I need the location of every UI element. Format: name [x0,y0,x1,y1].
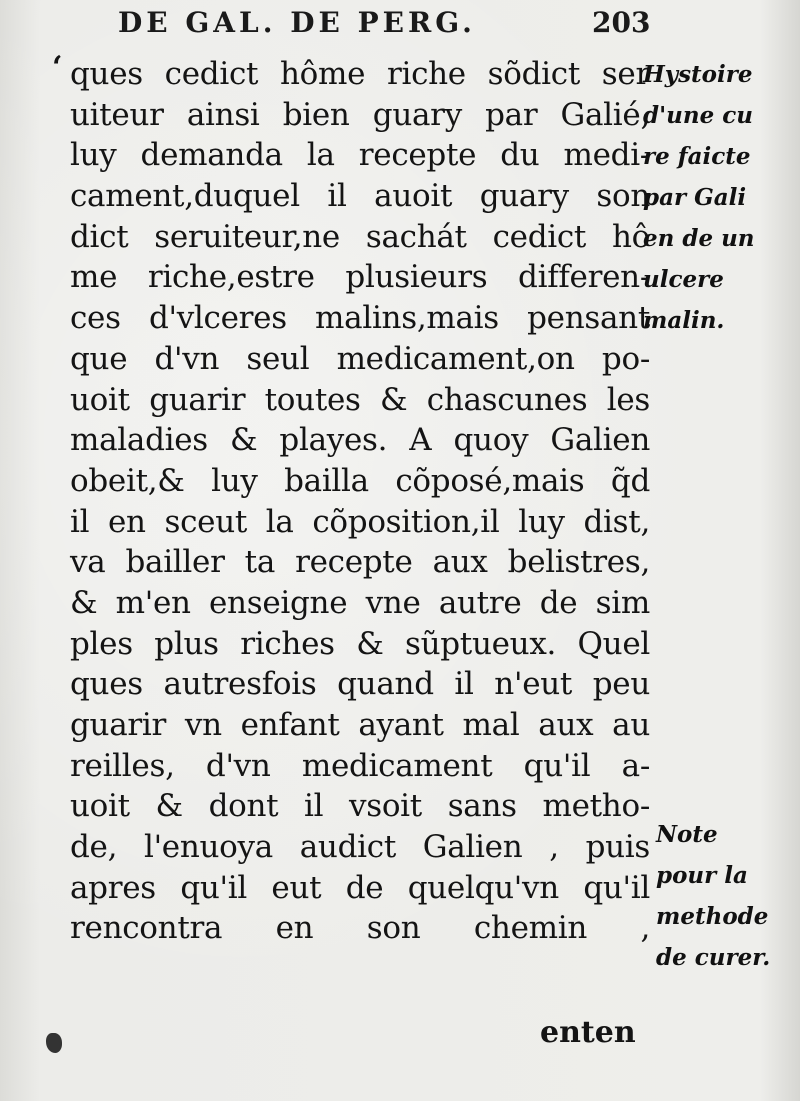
text-line: va bailler ta recepte aux belistres, [70,544,650,581]
page-number: 203 [592,6,651,39]
text-line: rencontra en son chemin , [70,910,650,947]
marginal-line: Hystoire [643,61,753,88]
marginal-line: d'une cu [643,102,753,129]
marginal-line: de curer. [656,944,771,971]
text-line: guarir vn enfant ayant mal aux au [70,707,650,743]
text-line: dict seruiteur,ne sachát cedict hô [70,218,650,255]
text-line: ques autresfois quand il n'eut peu [70,666,650,703]
marginal-line: par Gali [643,184,747,211]
text-line: uoit & dont il vsoit sans metho- [70,788,650,825]
text-line: & m'en enseigne vne autre de sim [70,584,650,621]
text-line: ples plus riches & sũptueux. Quel [70,625,650,662]
text-line: uoit guarir toutes & chascunes les [70,381,650,418]
text-line: il en sceut la cõposition,il luy dist, [70,503,650,540]
text-line: me riche,estre plusieurs differen- [70,259,650,296]
text-line: que d'vn seul medicament,on po- [70,340,650,377]
marginal-line: methode [656,903,769,930]
text-line: obeit,& luy bailla cõposé,mais q̃d [70,462,650,499]
opening-mark: ‘ [52,50,63,85]
marginal-line: en de un [643,225,755,252]
text-line: luy demanda la recepte du medi- [70,137,650,174]
marginal-note-method [656,814,770,978]
text-line: maladies & playes. A quoy Galien [70,422,650,459]
text-line: ques cedict hôme riche sõdict ser [70,56,650,92]
main-text-block [70,54,650,949]
marginal-line: malin. [643,307,725,334]
running-title: DE GAL. DE PERG. [118,6,476,39]
marginal-line: pour la [656,862,748,889]
text-line: de, l'enuoya audict Galien , puis [70,829,650,866]
marginal-note-history [643,54,755,341]
marginal-line: re faicte [643,143,751,170]
marginal-line: ulcere [643,266,724,293]
marginal-line: Note [656,821,718,848]
text-line: apres qu'il eut de quelqu'vn qu'il [70,869,650,906]
text-line: reilles, d'vn medicament qu'il a- [70,747,650,784]
text-line: cament,duquel il auoit guary son [70,178,650,215]
text-line: ces d'vlceres malins,mais pensant [70,300,650,337]
text-line: uiteur ainsi bien guary par Galié, [70,96,650,133]
ink-blot [46,1033,62,1053]
catchword: enten [540,1015,636,1050]
